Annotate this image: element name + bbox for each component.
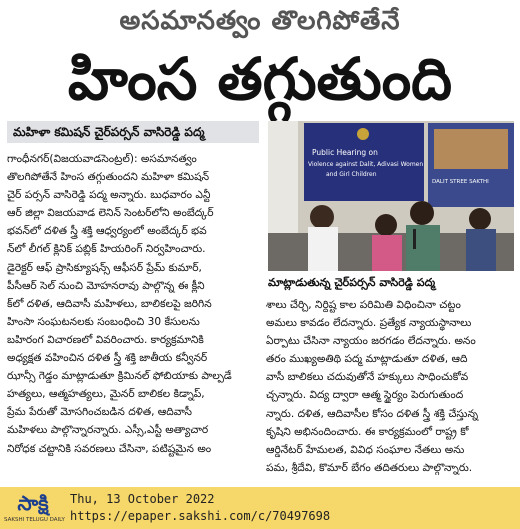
body-text-line: బహిరంగ విచారణలో వివరించారు. కార్యక్రమానికి (7, 333, 204, 346)
body-text-line: చైర్ పర్సన్ వాసిరెడ్డి పద్మ అన్నారు. బుధవారం ఎన్టీ (7, 189, 211, 202)
banner-line-3: and Girl Children (326, 171, 377, 178)
body-text-line: హత్యలు, ఆత్మహత్యలు, మైనర్ బాలికల కిడ్నాప్, (7, 388, 205, 401)
banner-line-2: Violence against Dalit, Adivasi Women (308, 161, 424, 168)
body-text-line: న్‌లో లీగల్ క్లినిక్ పబ్లిక్ హియరింగ్ నిర్వహించారు. (7, 243, 206, 256)
body-text-line: భవన్‌లో దళిత స్త్రీ శక్తి ఆధ్వర్యంలో అంబేద్కర్ భవ (7, 225, 207, 238)
event-photo-illustration (268, 121, 514, 271)
epaper-footer (0, 487, 520, 529)
sakshi-logo (4, 490, 65, 526)
body-text-line: పమ, శ్రీదేవి, కొమార్ బేగం తదితరులు పాల్గొన్నారు. (266, 461, 473, 474)
article-headline: హింస తగ్గుతుంది (67, 45, 453, 113)
body-text-line: అమలు కావడం లేదన్నారు. ప్రత్యేక న్యాయస్థానాలు (266, 317, 472, 330)
body-text-line: మహిళలు పాల్గొన్నారన్నారు. ఎస్సీ,ఎస్టీ అత్యాచార (7, 424, 209, 437)
body-text-line: డైరెక్టర్ ఆఫ్ ప్రాసిక్యూషన్స్ ఆఫీసర్ ప్రేమ్ కుమార్, (7, 261, 202, 274)
article-body-right-column (266, 296, 514, 477)
body-text-line: అధ్యక్షత వహించిన దళిత స్త్రీ శక్తి జాతీయ కన్వీనర్ (7, 352, 208, 365)
body-text-line: శాలు చేర్చి, నిర్దిష్ట కాల పరిమితి విధించినా చట్టం (266, 299, 461, 311)
body-text-line: పీసీఆర్ సెల్ నుంచి మోహనరావు పాల్గొన్న ఈ క్లీని (7, 279, 205, 292)
body-text-line: హింసా సంఘటనలకు సంబంధించి 30 కేసులను (7, 315, 200, 328)
body-text-line: తొలగిపోతేనే హింస తగ్గుతుందని మహిళా కమిషన్ (7, 171, 210, 184)
body-text-line: ఆర్ జిల్లా విజయవాడ లెనిన్ సెంటర్‌లోని అంబేద్కర్ (7, 207, 214, 220)
epaper-url: https://epaper.sakshi.com/c/70497698 (70, 509, 331, 523)
logo-wordmark: సాక్షి (17, 491, 49, 515)
banner-line-1: Public Hearing on (312, 148, 378, 157)
banner-emblem-icon (357, 128, 369, 140)
body-text-line: వాసీ బాలికలు చదువుతోనే హక్కులు సాధించుకోవ (266, 371, 469, 384)
body-text-line: న్నారు. దళిత, ఆదివాసీల కోసం దళిత స్త్రీ శక్తి చేస్తున్న (266, 407, 479, 420)
article-kicker: అసమానత్వం తొలగిపోతేనే (119, 6, 401, 36)
body-text-line: ఏర్పాటు చేసినా న్యాయం జరగడం లేదన్నారు. అనం (266, 335, 476, 348)
body-text-line: గాంధీనగర్(విజయవాడసెంట్రల్): అసమానత్వం (7, 153, 197, 165)
body-text-line: చ్చన్నారు. విద్య ద్వారా ఆత్మ స్థైర్యం పెరుగుతుంద (266, 389, 464, 402)
body-text-line: నిరోధక చట్టానికి సవరణలు చేసినా, పటిష్టమైన అం (7, 442, 212, 455)
photo-caption: మాట్లాడుతున్న చైర్‌పర్సన్ వాసిరెడ్డి పద్మ (268, 276, 436, 289)
article-byline: మహిళా కమిషన్ చైర్‌పర్సన్ వాసిరెడ్డి పద్మ (7, 121, 259, 143)
article-photo (268, 121, 514, 271)
body-text-line: తరం ముఖ్యఅతిథి పద్మ మాట్లాడుతూ దళిత, ఆది (266, 353, 468, 366)
body-text-line: ప్రేమ పేరుతో మోసగించబడిన దళిత, ఆదివాసీ (7, 406, 192, 419)
article-body-left-column (7, 150, 259, 458)
body-text-line: క్‌లో దళిత, ఆదివాసీ మహిళలు, బాలికలపై జరిగిన (7, 297, 212, 310)
body-text-line: ఝాన్సీ గెడ్డం మాట్లాడుతూ క్రిమినల్ ఫోబియాకు పాల్పడే (7, 370, 232, 383)
body-text-line: ఆర్డినేటర్ హేమలత, వివిధ సంఘాల నేతలు అను (266, 443, 465, 456)
logo-subtitle: SAKSHI TELUGU DAILY (4, 517, 65, 523)
side-banner-text: DALIT STREE SAKTHI (432, 179, 489, 185)
publication-date: Thu, 13 October 2022 (70, 492, 215, 506)
body-text-line: కృషిని అభినందించారు. ఈ కార్యక్రమంలో రాష్ట్ర కో (266, 425, 469, 438)
